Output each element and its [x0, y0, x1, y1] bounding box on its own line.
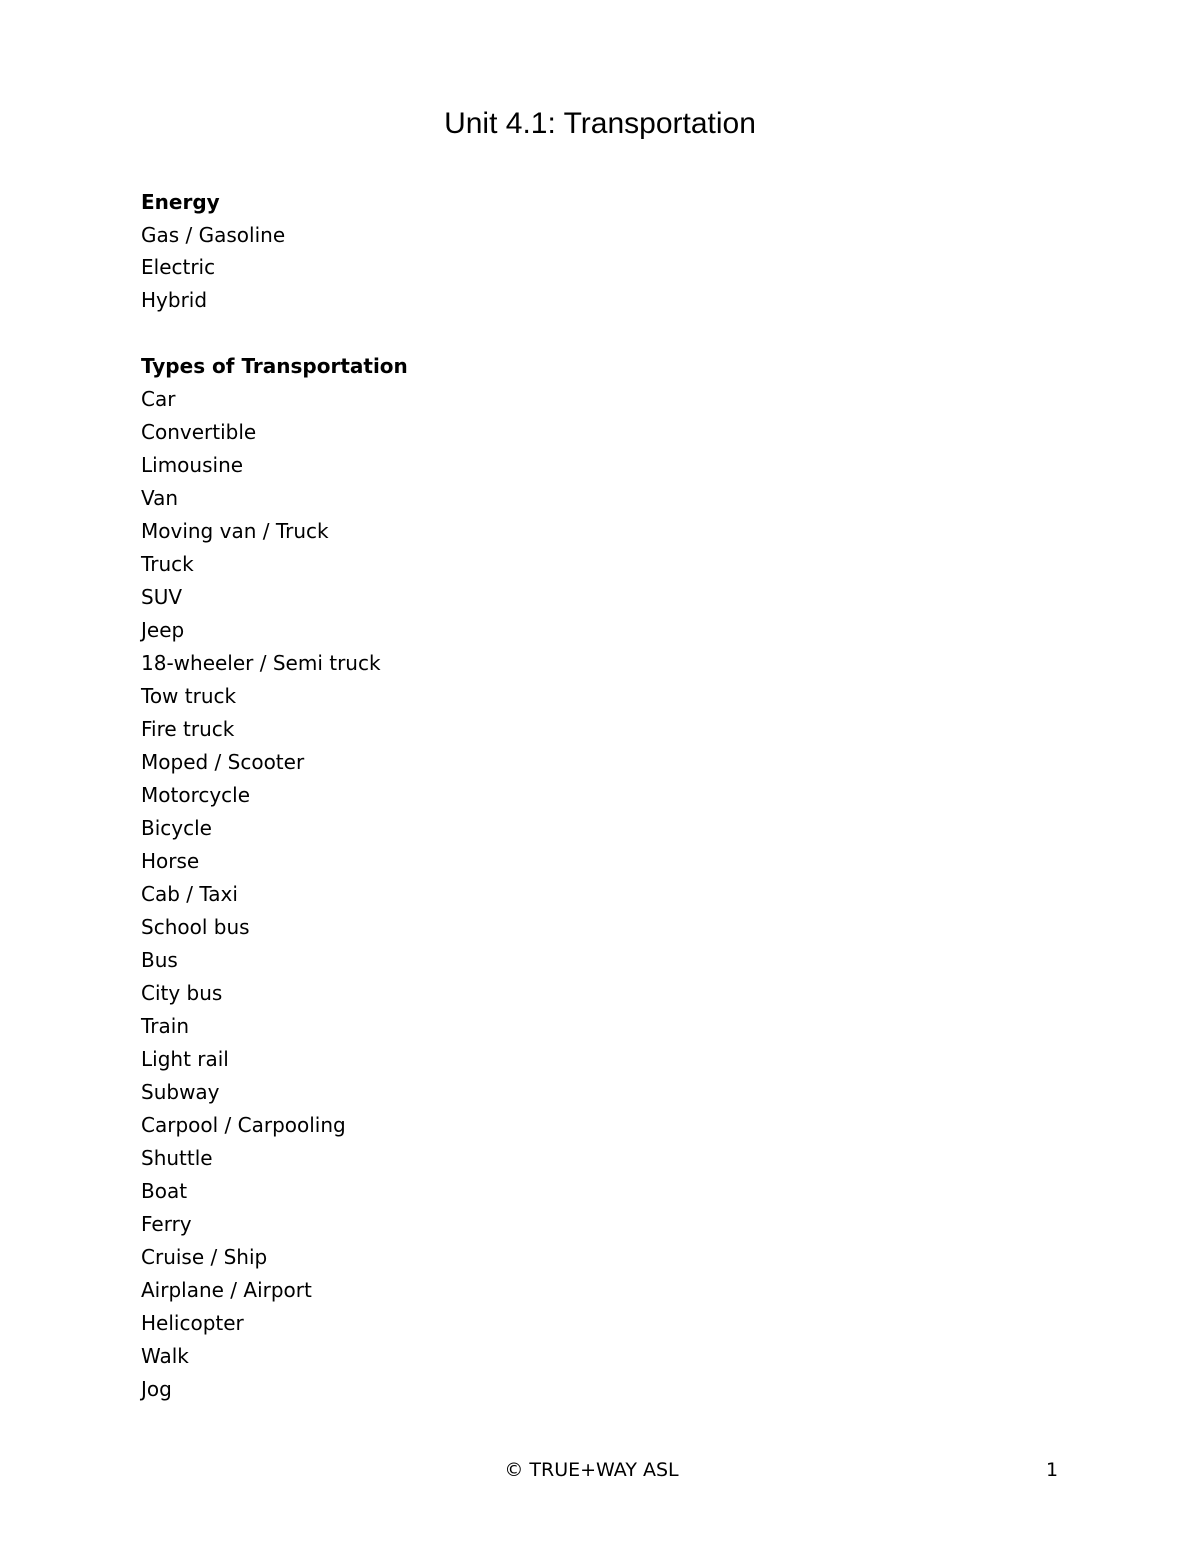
list-item: Moving van / Truck	[141, 518, 329, 543]
list-item: City bus	[141, 980, 223, 1005]
list-item: Fire truck	[141, 716, 235, 741]
list-item: 18-wheeler / Semi truck	[141, 650, 381, 675]
types-of-transportation-section	[141, 350, 408, 1406]
list-item: Jog	[141, 1376, 172, 1401]
list-item: Jeep	[141, 617, 185, 642]
list-item: SUV	[141, 584, 183, 609]
list-item: Limousine	[141, 452, 244, 477]
list-item: Horse	[141, 848, 200, 873]
list-item: Car	[141, 386, 176, 411]
list-item: Convertible	[141, 419, 257, 444]
list-item: Carpool / Carpooling	[141, 1112, 346, 1137]
list-item: Ferry	[141, 1211, 192, 1236]
section-heading-types-of-transportation: Types of Transportation	[141, 354, 408, 379]
list-item: Moped / Scooter	[141, 749, 305, 774]
list-item: Van	[141, 485, 179, 510]
list-item: Truck	[141, 551, 194, 576]
page-title: Unit 4.1: Transportation	[444, 107, 756, 140]
list-item: Walk	[141, 1343, 189, 1368]
list-item: Bicycle	[141, 815, 212, 840]
list-item: Cruise / Ship	[141, 1244, 268, 1269]
list-item: Subway	[141, 1079, 220, 1104]
list-item: Helicopter	[141, 1310, 244, 1335]
list-item: Gas / Gasoline	[141, 222, 286, 247]
section-heading-energy: Energy	[141, 190, 220, 214]
energy-section	[141, 186, 408, 316]
list-item: Boat	[141, 1178, 188, 1203]
list-item: School bus	[141, 914, 250, 939]
list-item: Cab / Taxi	[141, 881, 238, 906]
list-item: Light rail	[141, 1046, 229, 1071]
list-item: Airplane / Airport	[141, 1277, 312, 1302]
page-number: 1	[1046, 1459, 1059, 1481]
list-item: Bus	[141, 947, 178, 972]
list-item: Motorcycle	[141, 782, 251, 807]
list-item: Train	[141, 1013, 189, 1038]
list-item: Hybrid	[141, 287, 208, 312]
vocabulary-list	[141, 186, 408, 1440]
list-item: Electric	[141, 255, 216, 280]
footer-copyright: © TRUE+WAY ASL	[504, 1459, 679, 1481]
list-item: Shuttle	[141, 1145, 213, 1170]
list-item: Tow truck	[141, 683, 237, 708]
